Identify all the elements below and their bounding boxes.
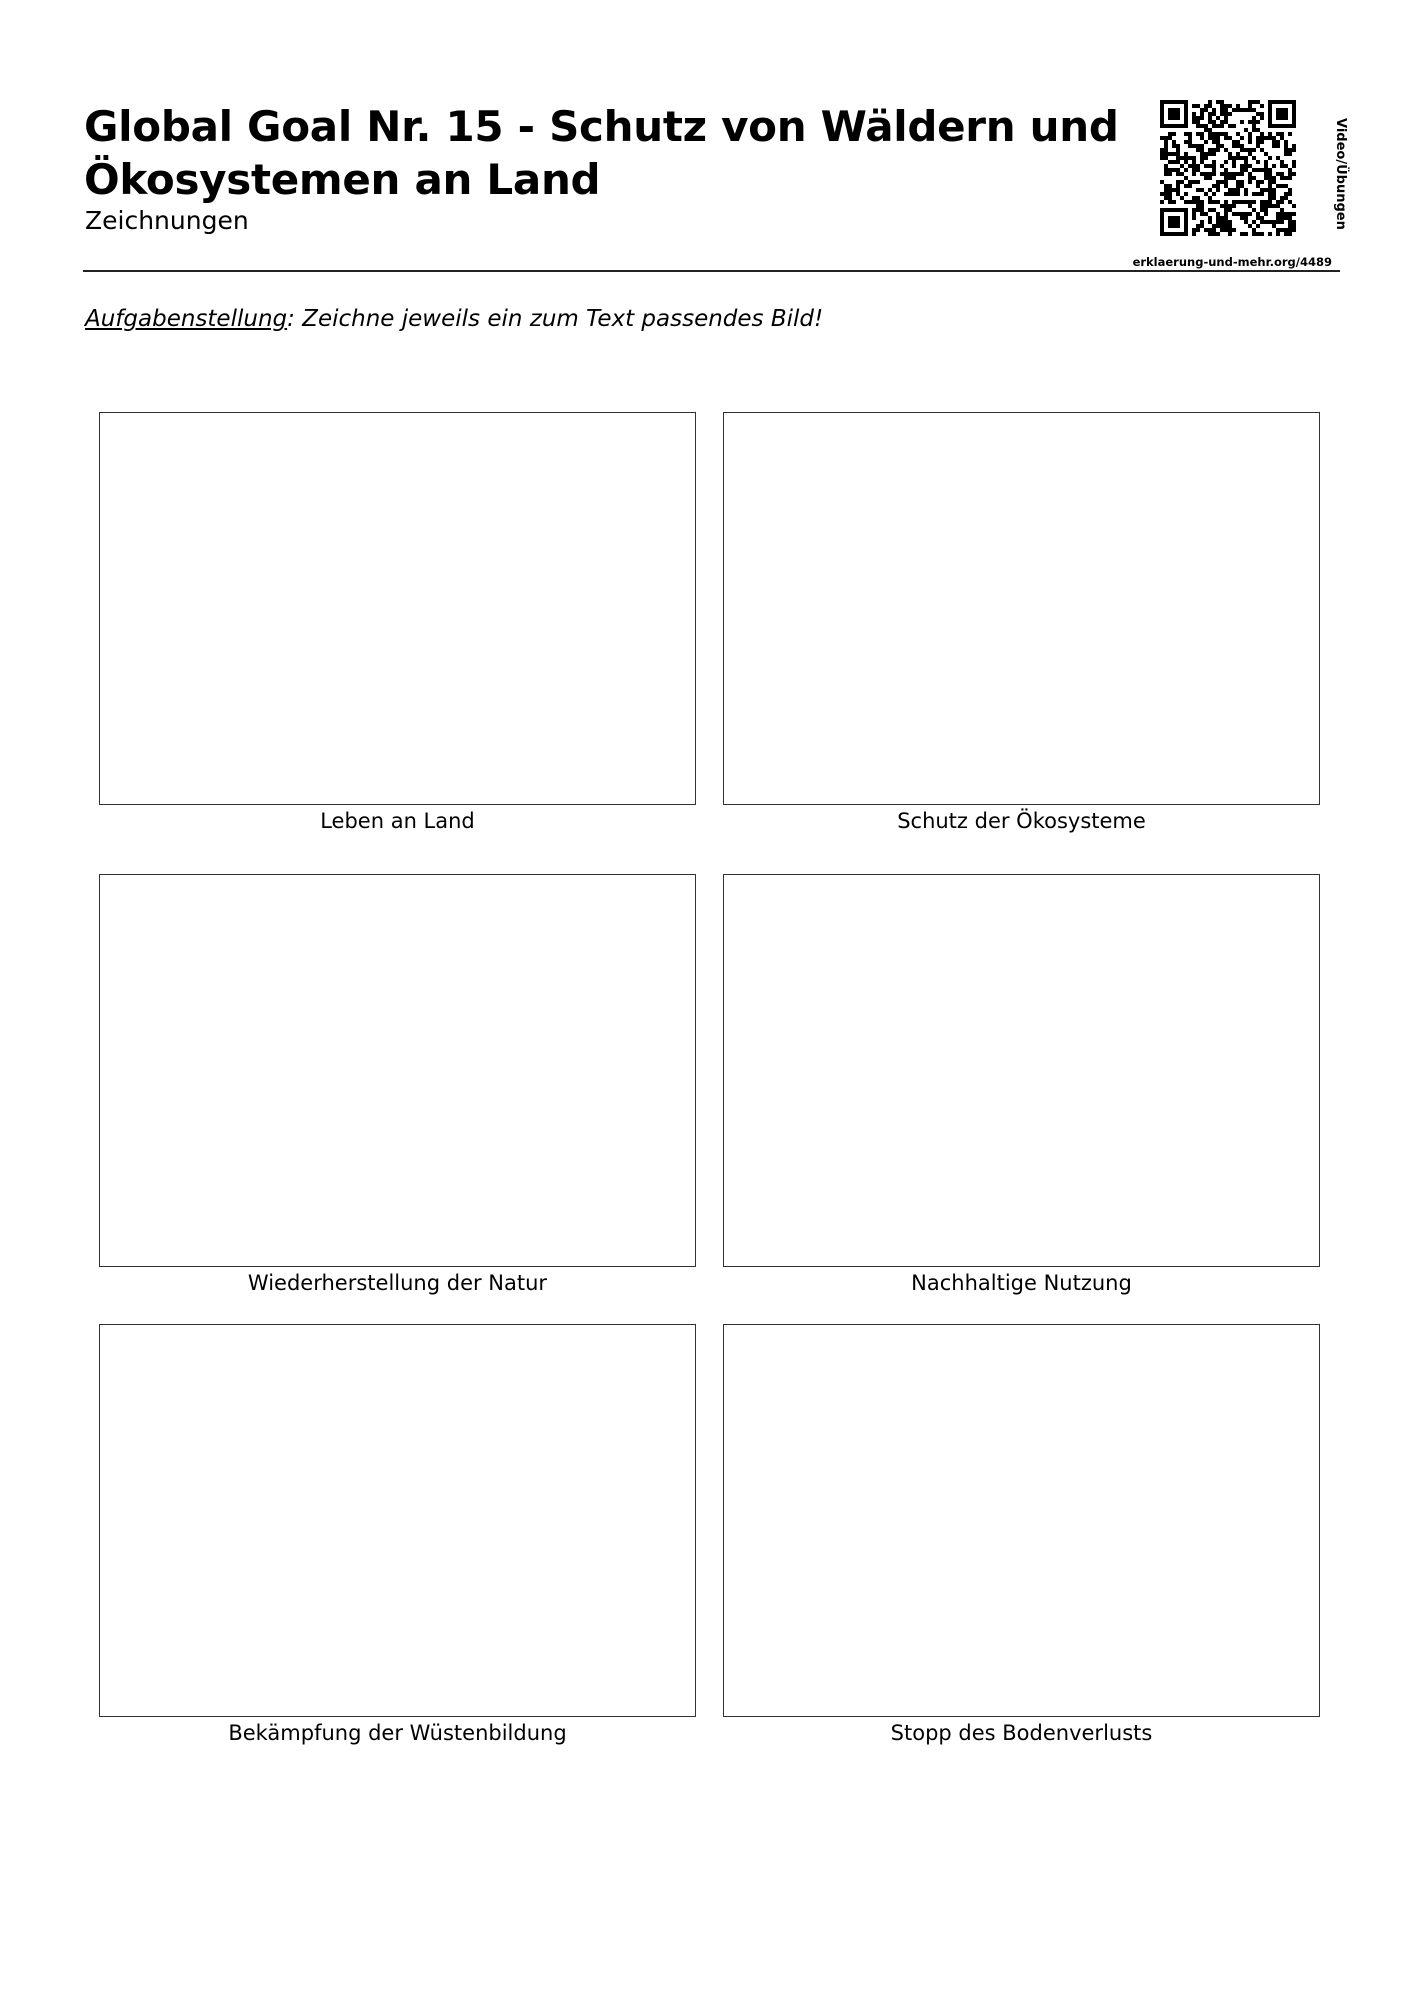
video-exercises-label: Video/Übungen [1333, 118, 1348, 230]
drawing-caption-6: Stopp des Bodenverlusts [890, 1721, 1153, 1745]
drawing-box-5[interactable] [99, 1324, 696, 1717]
website-url[interactable]: erklaerung-und-mehr.org/4489 [1132, 255, 1332, 269]
drawing-box-1[interactable] [99, 412, 696, 805]
qr-code-icon [1160, 100, 1296, 236]
drawing-caption-4: Nachhaltige Nutzung [911, 1271, 1132, 1295]
task-text: : Zeichne jeweils ein zum Text passendes Bild! [287, 306, 824, 332]
task-label: Aufgabenstellung [85, 306, 288, 332]
drawing-caption-1: Leben an Land [320, 809, 475, 833]
header-divider [83, 270, 1340, 272]
drawing-box-4[interactable] [723, 874, 1320, 1267]
page-subtitle: Zeichnungen [85, 206, 249, 235]
page-title-line-2: Ökosystemen an Land [84, 155, 601, 204]
drawing-caption-2: Schutz der Ökosysteme [897, 809, 1146, 833]
drawing-box-3[interactable] [99, 874, 696, 1267]
page-title-line-1: Global Goal Nr. 15 - Schutz von Wäldern und [84, 102, 1119, 151]
drawing-caption-3: Wiederherstellung der Natur [247, 1271, 548, 1295]
drawing-caption-5: Bekämpfung der Wüstenbildung [228, 1721, 567, 1745]
drawing-box-2[interactable] [723, 412, 1320, 805]
task-instruction [85, 304, 823, 334]
drawing-box-6[interactable] [723, 1324, 1320, 1717]
page-title [84, 100, 1119, 206]
